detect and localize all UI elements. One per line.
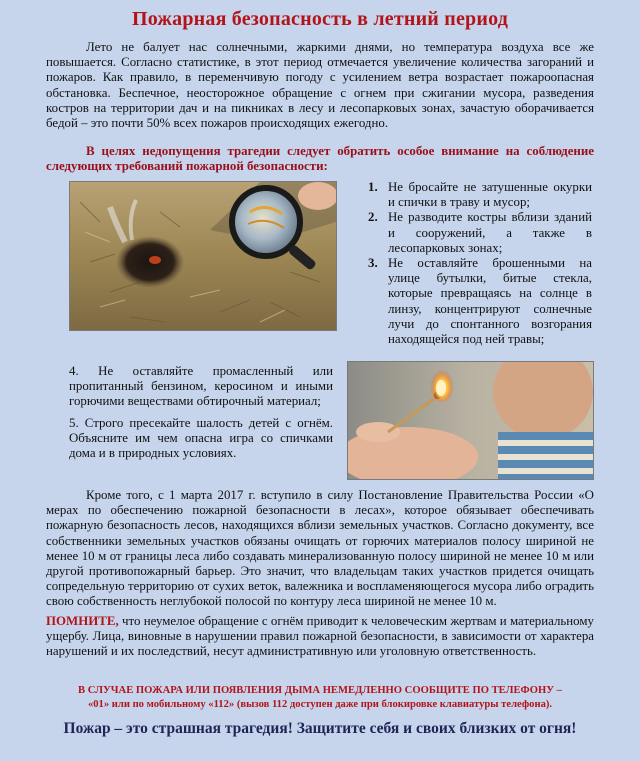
rule-item [360,210,592,256]
rule-number: 1. [368,180,378,194]
rule-item-4: 4. Не оставляйте промасленный или пропитанный бензином, керосином и иными горючими веществами обтирочный материал; [69,364,333,409]
call-line-1: В СЛУЧАЕ ПОЖАРА ИЛИ ПОЯВЛЕНИЯ ДЫМА НЕМЕДЛЕННО СООБЩИТЕ ПО ТЕЛЕФОНУ – [78,685,562,696]
rule-number: 2. [368,210,378,225]
rule-item [360,256,592,347]
intro-paragraph: Лето не балует нас солнечными, жаркими днями, но температура воздуха все же повышается. Согласно статистике, в этот период отмечается увеличение количества загораний и пожаров. Как правило, в переменчивую погоду с усилением ветра возрастает пожароопасная обстановка. Беспечное, неосторожное обращение с огнем при сжигании мусора, разведения костров на территории дач и на пикниках в лесу и лесопарковых зонах, зачастую оборачивается бедой – это почти 50% всех пожаров происходящих ежегодно. [46,40,594,131]
rule-item [360,180,592,210]
rules-list-1-3 [360,180,592,347]
page-title: Пожарная безопасность в летний период [131,8,509,30]
magnifier-fire-photo [69,181,337,331]
warning-paragraph: В целях недопущения трагедии следует обратить особое внимание на соблюдение следующих требований пожарной безопасности: [46,144,594,174]
rule-text: Не разводите костры вблизи зданий и сооружений, а также в лесопарковых зонах; [388,210,592,255]
rule-number: 3. [368,256,378,271]
remember-text: что неумелое обращение с огнём приводит к человеческим жертвам и материальному ущербу. Лица, виновные в нарушении правил пожарной безопасности, в зависимости от характера нарушений и их последствий, несут административную или уголовную ответственность. [46,614,594,659]
call-line-2: «01» или по мобильному «112» (вызов 112 доступен даже при блокировке клавиатуры телефона). [87,698,553,710]
remember-highlight: ПОМНИТЕ, [46,614,119,628]
decree-paragraph: Кроме того, с 1 марта 2017 г. вступило в силу Постановление Правительства России «О мерах по обеспечению пожарной безопасности в лесах», которое обязывает обеспечивать пожарную безопасность лесов, находящихся вблизи земельных участков. Согласно документу, все собственники земельных участков обязаны очищать от горючих материалов полосу шириной не менее 10 м от границы леса либо создавать минерализованную полосу шириной не менее 10 м или другой противопожарный барьер. Это значит, что владельцам таких участков придется очищать сопредельную территорию от сухих веток, валежника и воспламеняющегося мусора либо оградить свою собственность неглубокой полосой по контуру леса шириной не менее 10 м. [46,488,594,609]
rule-text: Не бросайте не затушенные окурки и спички в траву и мусор; [388,180,592,210]
rule-text: Не оставляйте брошенными на улице бутылки, битые стекла, которые превращаясь на солнце в линзу, концентрируют солнечные лучи до спонтанного возгорания находящейся под ней травы; [388,256,592,347]
remember-paragraph [46,614,594,660]
emergency-call-notice [46,684,594,711]
closing-slogan: Пожар – это страшная трагедия! Защитите себя и своих близких от огня! [63,720,577,737]
child-match-photo [347,361,594,480]
rule-item-5: 5. Строго пресекайте шалость детей с огнём. Объясните им чем опасна игра со спичками дома и в природных условиях. [69,416,333,461]
